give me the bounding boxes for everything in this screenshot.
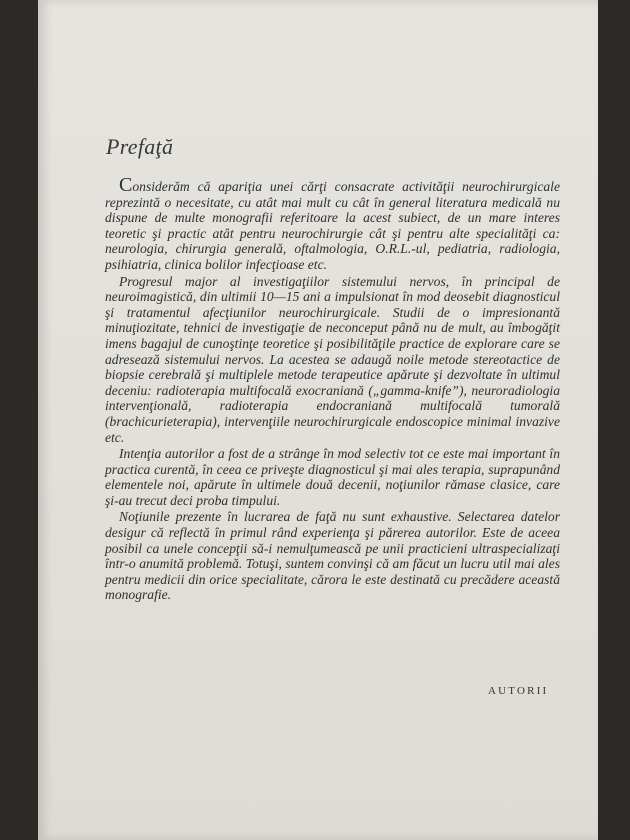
book-page: [38, 0, 598, 840]
paragraph-1: [105, 174, 560, 273]
preface-body: [105, 174, 560, 604]
paragraph-2: Progresul major al investigaţiilor sistemului nervos, în principal de neuroimagistică, din ultimii 10—15 ani a impulsionat în mod deosebit diagnosticul şi tratamentul afecţiunilor neurochirurgicale. Studii de o impresionantă minuţiozitate, tehnici de investigaţie de neconceput până nu de mult, au îmbogăţit imens bagajul de cunoştinţe teoretice şi posibilităţile practice de explorare care se adresează sistemului nervos. La acestea se adaugă noile metode stereotactice de biopsie cerebrală şi multiplele metode terapeutice apărute şi dezvoltate în ultimul deceniu: radioterapia multifocală exocraniană („gamma-knife”), neuroradiologia intervenţională, radioterapia endocraniană multifocală tumorală (brachicurieterapia), intervenţiile neurochirurgicale endoscopice minimal invazive etc.: [105, 273, 560, 445]
drop-cap: C: [119, 174, 133, 196]
paragraph-3: Intenţia autorilor a fost de a strânge în mod selectiv tot ce este mai important în practica curentă, în ceea ce priveşte diagnosticul şi mai ales terapia, suprapunând elementele noi, apărute în ultimele două decenii, noţiunilor rămase clasice, care şi-au trecut deci proba timpului.: [105, 446, 560, 508]
signature: AUTORII: [488, 685, 549, 697]
paragraph-1-text: onsiderăm că apariţia unei cărţi consacrate activităţii neurochirurgicale reprezintă o necesitate, cu atât mai mult cu cât în general literatura medicală nu dispune de multe monografii referitoare la acest subiect, de un mare interes teoretic şi practic atât pentru neurochirurgie cât şi pentru alte specialităţi ca: neurologia, chirurgia generală, oftalmologia, O.R.L.-ul, pediatria, radiologia, psihiatria, clinica bolilor infecţioase etc.: [105, 179, 560, 272]
paragraph-4: Noţiunile prezente în lucrarea de faţă nu sunt exhaustive. Selectarea datelor desigur că reflectă în primul rând experienţa şi părerea autorilor. Este de aceea posibil ca unele concepţii să-i nemulţumească pe unii practicieni ultraspecializaţi într-o anumită problemă. Totuşi, suntem convinşi că am făcut un lucru util mai ales pentru medicii din orice specialitate, cărora le este destinată cu precădere această monografie.: [105, 509, 560, 603]
page-title: Prefaţă: [106, 134, 174, 159]
